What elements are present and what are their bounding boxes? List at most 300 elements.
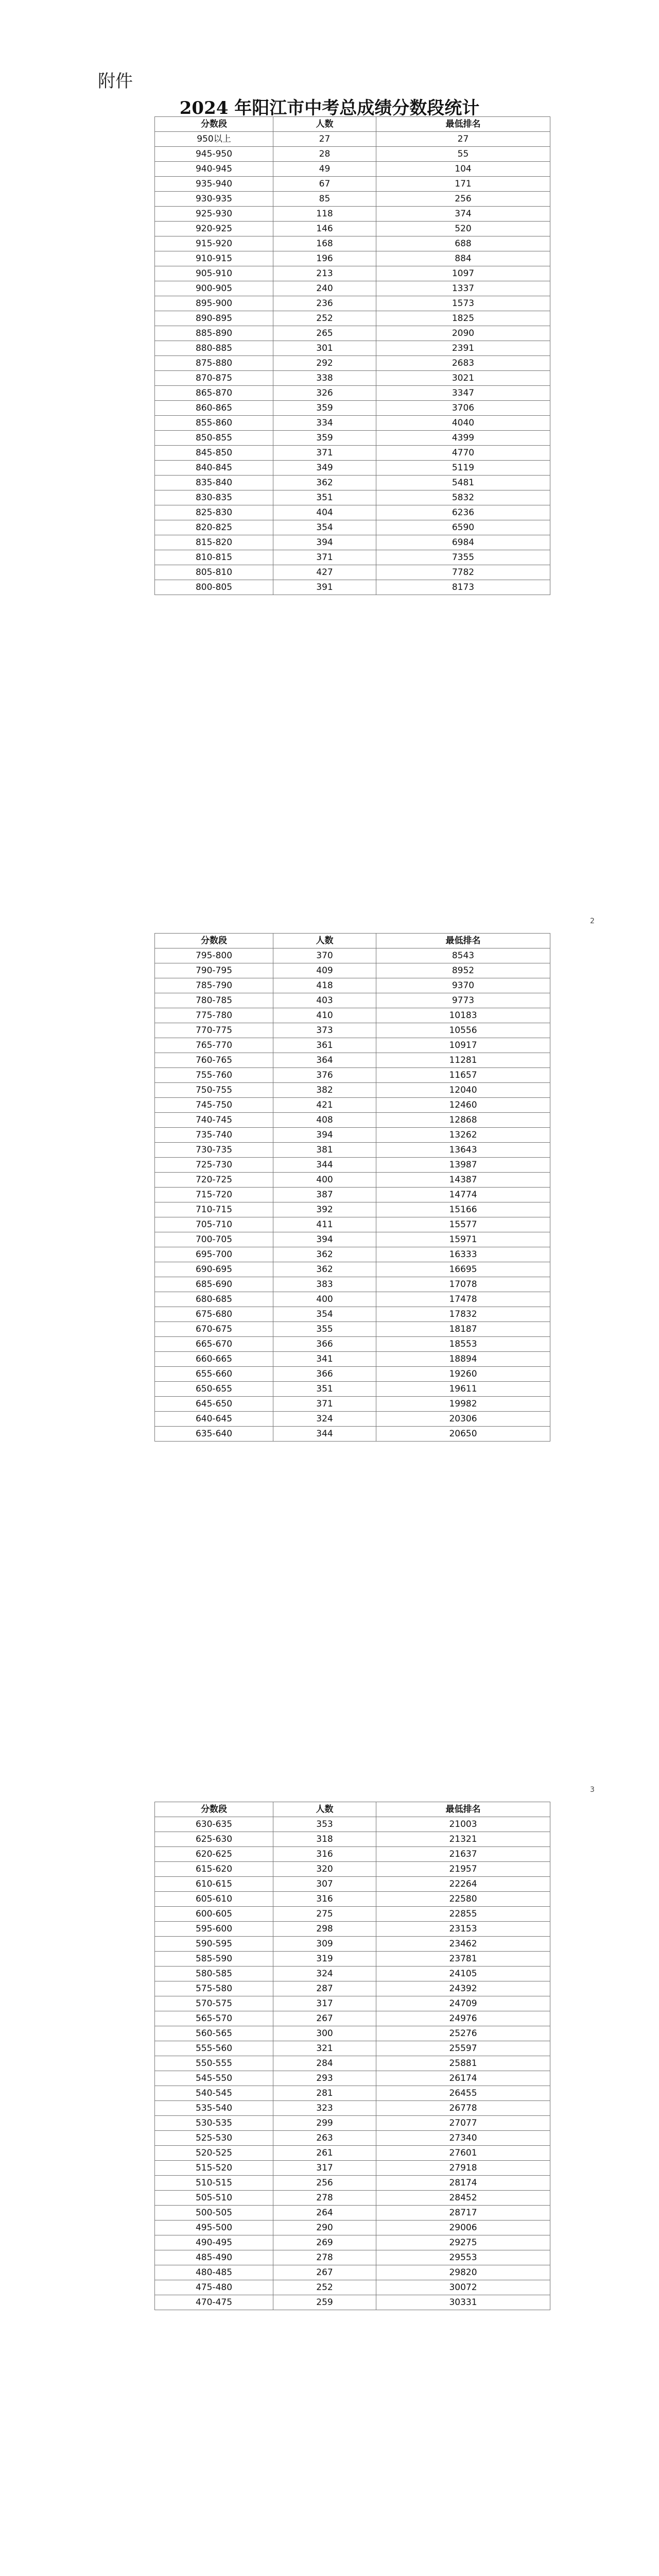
score-range-cell: 710-715 [155,1202,273,1217]
table-row [155,222,550,236]
table-row [155,2206,550,2221]
count-cell: 256 [273,2176,376,2191]
score-range-cell: 930-935 [155,192,273,207]
score-range-cell: 630-635 [155,1817,273,1832]
count-cell: 49 [273,162,376,177]
score-range-cell: 895-900 [155,296,273,311]
count-cell: 383 [273,1277,376,1292]
table-row [155,1382,550,1397]
count-cell: 400 [273,1173,376,1188]
score-range-cell: 535-540 [155,2101,273,2116]
table-row [155,1847,550,1862]
table-row [155,1996,550,2011]
lowest-rank-cell: 11281 [376,1053,550,1068]
score-range-cell: 685-690 [155,1277,273,1292]
count-cell: 307 [273,1877,376,1892]
score-range-cell: 920-925 [155,222,273,236]
score-range-cell: 695-700 [155,1247,273,1262]
score-range-cell: 605-610 [155,1892,273,1907]
table-row [155,1367,550,1382]
lowest-rank-cell: 2090 [376,326,550,341]
count-cell: 355 [273,1322,376,1337]
count-cell: 400 [273,1292,376,1307]
count-cell: 252 [273,311,376,326]
count-cell: 27 [273,132,376,147]
lowest-rank-cell: 16695 [376,1262,550,1277]
count-cell: 344 [273,1427,376,1442]
count-cell: 264 [273,2206,376,2221]
score-range-cell: 945-950 [155,147,273,162]
lowest-rank-cell: 3347 [376,386,550,401]
table-row [155,2041,550,2056]
score-range-cell: 915-920 [155,236,273,251]
table-row [155,2265,550,2280]
lowest-rank-cell: 26174 [376,2071,550,2086]
score-range-cell: 680-685 [155,1292,273,1307]
count-cell: 299 [273,2116,376,2131]
score-range-cell: 525-530 [155,2131,273,2146]
table-row [155,1202,550,1217]
lowest-rank-cell: 24709 [376,1996,550,2011]
lowest-rank-cell: 4770 [376,446,550,461]
count-cell: 387 [273,1188,376,1202]
count-cell: 292 [273,356,376,371]
score-range-cell: 705-710 [155,1217,273,1232]
table-row [155,461,550,476]
count-cell: 421 [273,1098,376,1113]
table-row [155,476,550,490]
count-cell: 318 [273,1832,376,1847]
lowest-rank-cell: 104 [376,162,550,177]
lowest-rank-cell: 11657 [376,1068,550,1083]
lowest-rank-cell: 13987 [376,1158,550,1173]
table-row [155,296,550,311]
table-row [155,2026,550,2041]
lowest-rank-cell: 15166 [376,1202,550,1217]
column-header: 人数 [273,934,376,948]
count-cell: 300 [273,2026,376,2041]
table-row [155,505,550,520]
count-cell: 293 [273,2071,376,2086]
count-cell: 351 [273,1382,376,1397]
table-row [155,2116,550,2131]
lowest-rank-cell: 29275 [376,2235,550,2250]
count-cell: 287 [273,1981,376,1996]
column-header: 最低排名 [376,117,550,132]
table-row [155,1937,550,1952]
table-row [155,2221,550,2235]
count-cell: 316 [273,1847,376,1862]
lowest-rank-cell: 12040 [376,1083,550,1098]
score-range-cell: 880-885 [155,341,273,356]
lowest-rank-cell: 14387 [376,1173,550,1188]
lowest-rank-cell: 1097 [376,266,550,281]
lowest-rank-cell: 20306 [376,1412,550,1427]
lowest-rank-cell: 22580 [376,1892,550,1907]
lowest-rank-cell: 21003 [376,1817,550,1832]
column-header: 分数段 [155,934,273,948]
lowest-rank-cell: 19611 [376,1382,550,1397]
table-row [155,2086,550,2101]
count-cell: 381 [273,1143,376,1158]
lowest-rank-cell: 2391 [376,341,550,356]
score-range-cell: 925-930 [155,207,273,222]
score-range-cell: 560-565 [155,2026,273,2041]
table-row [155,963,550,978]
lowest-rank-cell: 28717 [376,2206,550,2221]
lowest-rank-cell: 18894 [376,1352,550,1367]
score-table-page-2 [154,933,550,1442]
count-cell: 324 [273,1967,376,1981]
table-row [155,386,550,401]
score-range-cell: 620-625 [155,1847,273,1862]
count-cell: 411 [273,1217,376,1232]
table-row [155,1217,550,1232]
score-range-cell: 600-605 [155,1907,273,1922]
lowest-rank-cell: 7355 [376,550,550,565]
score-range-cell: 815-820 [155,535,273,550]
count-cell: 326 [273,386,376,401]
score-range-cell: 750-755 [155,1083,273,1098]
lowest-rank-cell: 18553 [376,1337,550,1352]
lowest-rank-cell: 256 [376,192,550,207]
count-cell: 382 [273,1083,376,1098]
score-range-cell: 760-765 [155,1053,273,1068]
count-cell: 362 [273,1247,376,1262]
table-row [155,1967,550,1981]
score-range-cell: 655-660 [155,1367,273,1382]
count-cell: 349 [273,461,376,476]
table-row [155,1232,550,1247]
count-cell: 278 [273,2191,376,2206]
table-row [155,1981,550,1996]
table-row [155,1188,550,1202]
count-cell: 371 [273,446,376,461]
count-cell: 278 [273,2250,376,2265]
table-row [155,565,550,580]
table-row [155,2146,550,2161]
score-range-cell: 615-620 [155,1862,273,1877]
count-cell: 410 [273,1008,376,1023]
count-cell: 267 [273,2011,376,2026]
count-cell: 213 [273,266,376,281]
table-row [155,446,550,461]
lowest-rank-cell: 9370 [376,978,550,993]
lowest-rank-cell: 29820 [376,2265,550,2280]
lowest-rank-cell: 8952 [376,963,550,978]
score-range-cell: 470-475 [155,2295,273,2310]
lowest-rank-cell: 21957 [376,1862,550,1877]
count-cell: 85 [273,192,376,207]
count-cell: 301 [273,341,376,356]
table-row [155,401,550,416]
lowest-rank-cell: 23781 [376,1952,550,1967]
lowest-rank-cell: 10917 [376,1038,550,1053]
score-range-cell: 870-875 [155,371,273,386]
score-range-cell: 575-580 [155,1981,273,1996]
count-cell: 298 [273,1922,376,1937]
lowest-rank-cell: 55 [376,147,550,162]
count-cell: 362 [273,476,376,490]
count-cell: 319 [273,1952,376,1967]
table-row [155,1173,550,1188]
count-cell: 316 [273,1892,376,1907]
lowest-rank-cell: 24976 [376,2011,550,2026]
count-cell: 373 [273,1023,376,1038]
count-cell: 391 [273,580,376,595]
table-row [155,371,550,386]
score-range-cell: 545-550 [155,2071,273,2086]
lowest-rank-cell: 16333 [376,1247,550,1262]
table-row [155,1098,550,1113]
column-header: 最低排名 [376,1802,550,1817]
score-range-cell: 845-850 [155,446,273,461]
lowest-rank-cell: 688 [376,236,550,251]
lowest-rank-cell: 10183 [376,1008,550,1023]
count-cell: 392 [273,1202,376,1217]
table-row [155,1023,550,1038]
table-row [155,1128,550,1143]
count-cell: 338 [273,371,376,386]
count-cell: 263 [273,2131,376,2146]
table-row [155,1877,550,1892]
count-cell: 394 [273,1128,376,1143]
lowest-rank-cell: 2683 [376,356,550,371]
count-cell: 362 [273,1262,376,1277]
score-range-cell: 875-880 [155,356,273,371]
lowest-rank-cell: 25597 [376,2041,550,2056]
table-row [155,2191,550,2206]
table-row [155,326,550,341]
table-row [155,147,550,162]
count-cell: 236 [273,296,376,311]
count-cell: 317 [273,1996,376,2011]
count-cell: 354 [273,1307,376,1322]
count-cell: 418 [273,978,376,993]
table-row [155,535,550,550]
score-range-cell: 505-510 [155,2191,273,2206]
lowest-rank-cell: 10556 [376,1023,550,1038]
lowest-rank-cell: 19260 [376,1367,550,1382]
lowest-rank-cell: 28452 [376,2191,550,2206]
column-header: 分数段 [155,117,273,132]
lowest-rank-cell: 30072 [376,2280,550,2295]
table-row [155,1053,550,1068]
lowest-rank-cell: 15577 [376,1217,550,1232]
count-cell: 409 [273,963,376,978]
lowest-rank-cell: 25276 [376,2026,550,2041]
table-row [155,1262,550,1277]
count-cell: 267 [273,2265,376,2280]
lowest-rank-cell: 22855 [376,1907,550,1922]
table-row [155,266,550,281]
table-header-row [155,1802,550,1817]
count-cell: 354 [273,520,376,535]
lowest-rank-cell: 3706 [376,401,550,416]
table-row [155,1397,550,1412]
count-cell: 394 [273,535,376,550]
lowest-rank-cell: 27077 [376,2116,550,2131]
table-row [155,550,550,565]
lowest-rank-cell: 8173 [376,580,550,595]
count-cell: 290 [273,2221,376,2235]
score-range-cell: 485-490 [155,2250,273,2265]
score-range-cell: 670-675 [155,1322,273,1337]
count-cell: 252 [273,2280,376,2295]
score-range-cell: 735-740 [155,1128,273,1143]
lowest-rank-cell: 28174 [376,2176,550,2191]
score-range-cell: 660-665 [155,1352,273,1367]
score-range-cell: 510-515 [155,2176,273,2191]
count-cell: 404 [273,505,376,520]
table-row [155,2250,550,2265]
score-range-cell: 910-915 [155,251,273,266]
lowest-rank-cell: 520 [376,222,550,236]
lowest-rank-cell: 25881 [376,2056,550,2071]
lowest-rank-cell: 23462 [376,1937,550,1952]
score-table-page-1 [154,116,550,595]
count-cell: 309 [273,1937,376,1952]
score-range-cell: 950以上 [155,132,273,147]
table-row [155,2295,550,2310]
score-range-cell: 675-680 [155,1307,273,1322]
lowest-rank-cell: 4040 [376,416,550,431]
lowest-rank-cell: 23153 [376,1922,550,1937]
lowest-rank-cell: 21321 [376,1832,550,1847]
score-range-cell: 635-640 [155,1427,273,1442]
score-range-cell: 940-945 [155,162,273,177]
score-range-cell: 700-705 [155,1232,273,1247]
lowest-rank-cell: 5832 [376,490,550,505]
score-range-cell: 725-730 [155,1158,273,1173]
lowest-rank-cell: 8543 [376,948,550,963]
score-range-cell: 585-590 [155,1952,273,1967]
score-range-cell: 650-655 [155,1382,273,1397]
count-cell: 196 [273,251,376,266]
lowest-rank-cell: 9773 [376,993,550,1008]
score-range-cell: 850-855 [155,431,273,446]
lowest-rank-cell: 6590 [376,520,550,535]
page-number: 2 [590,917,595,925]
score-range-cell: 810-815 [155,550,273,565]
lowest-rank-cell: 12868 [376,1113,550,1128]
count-cell: 403 [273,993,376,1008]
table-row [155,2280,550,2295]
table-row [155,2176,550,2191]
score-range-cell: 550-555 [155,2056,273,2071]
count-cell: 324 [273,1412,376,1427]
lowest-rank-cell: 7782 [376,565,550,580]
score-range-cell: 690-695 [155,1262,273,1277]
lowest-rank-cell: 6984 [376,535,550,550]
score-range-cell: 665-670 [155,1337,273,1352]
score-range-cell: 530-535 [155,2116,273,2131]
score-range-cell: 765-770 [155,1038,273,1053]
score-range-cell: 610-615 [155,1877,273,1892]
table-row [155,1113,550,1128]
score-range-cell: 595-600 [155,1922,273,1937]
table-row [155,2235,550,2250]
score-range-cell: 840-845 [155,461,273,476]
count-cell: 427 [273,565,376,580]
score-range-cell: 785-790 [155,978,273,993]
count-cell: 341 [273,1352,376,1367]
count-cell: 317 [273,2161,376,2176]
lowest-rank-cell: 21637 [376,1847,550,1862]
count-cell: 366 [273,1337,376,1352]
attachment-label: 附件 [98,71,133,92]
score-range-cell: 790-795 [155,963,273,978]
lowest-rank-cell: 18187 [376,1322,550,1337]
table-row [155,431,550,446]
count-cell: 168 [273,236,376,251]
lowest-rank-cell: 27 [376,132,550,147]
lowest-rank-cell: 27340 [376,2131,550,2146]
lowest-rank-cell: 24105 [376,1967,550,1981]
table-row [155,2161,550,2176]
table-row [155,2056,550,2071]
lowest-rank-cell: 1337 [376,281,550,296]
lowest-rank-cell: 29006 [376,2221,550,2235]
table-row [155,192,550,207]
count-cell: 265 [273,326,376,341]
table-row [155,1907,550,1922]
score-range-cell: 540-545 [155,2086,273,2101]
page-number: 3 [590,1786,595,1794]
table-row [155,1292,550,1307]
count-cell: 281 [273,2086,376,2101]
table-row [155,1143,550,1158]
score-range-cell: 890-895 [155,311,273,326]
lowest-rank-cell: 20650 [376,1427,550,1442]
column-header: 人数 [273,117,376,132]
table-row [155,978,550,993]
table-row [155,1352,550,1367]
score-range-cell: 855-860 [155,416,273,431]
lowest-rank-cell: 4399 [376,431,550,446]
count-cell: 361 [273,1038,376,1053]
table-row [155,1247,550,1262]
score-range-cell: 730-735 [155,1143,273,1158]
count-cell: 370 [273,948,376,963]
count-cell: 284 [273,2056,376,2071]
lowest-rank-cell: 1825 [376,311,550,326]
lowest-rank-cell: 374 [376,207,550,222]
table-row [155,1322,550,1337]
count-cell: 321 [273,2041,376,2056]
table-row [155,1922,550,1937]
lowest-rank-cell: 13262 [376,1128,550,1143]
table-row [155,341,550,356]
score-range-cell: 935-940 [155,177,273,192]
lowest-rank-cell: 22264 [376,1877,550,1892]
score-range-cell: 825-830 [155,505,273,520]
count-cell: 359 [273,431,376,446]
column-header: 分数段 [155,1802,273,1817]
count-cell: 394 [273,1232,376,1247]
score-range-cell: 865-870 [155,386,273,401]
count-cell: 371 [273,550,376,565]
table-row [155,1068,550,1083]
count-cell: 344 [273,1158,376,1173]
score-range-cell: 860-865 [155,401,273,416]
table-row [155,1412,550,1427]
table-row [155,1427,550,1442]
table-row [155,1892,550,1907]
score-range-cell: 835-840 [155,476,273,490]
lowest-rank-cell: 5481 [376,476,550,490]
score-range-cell: 780-785 [155,993,273,1008]
